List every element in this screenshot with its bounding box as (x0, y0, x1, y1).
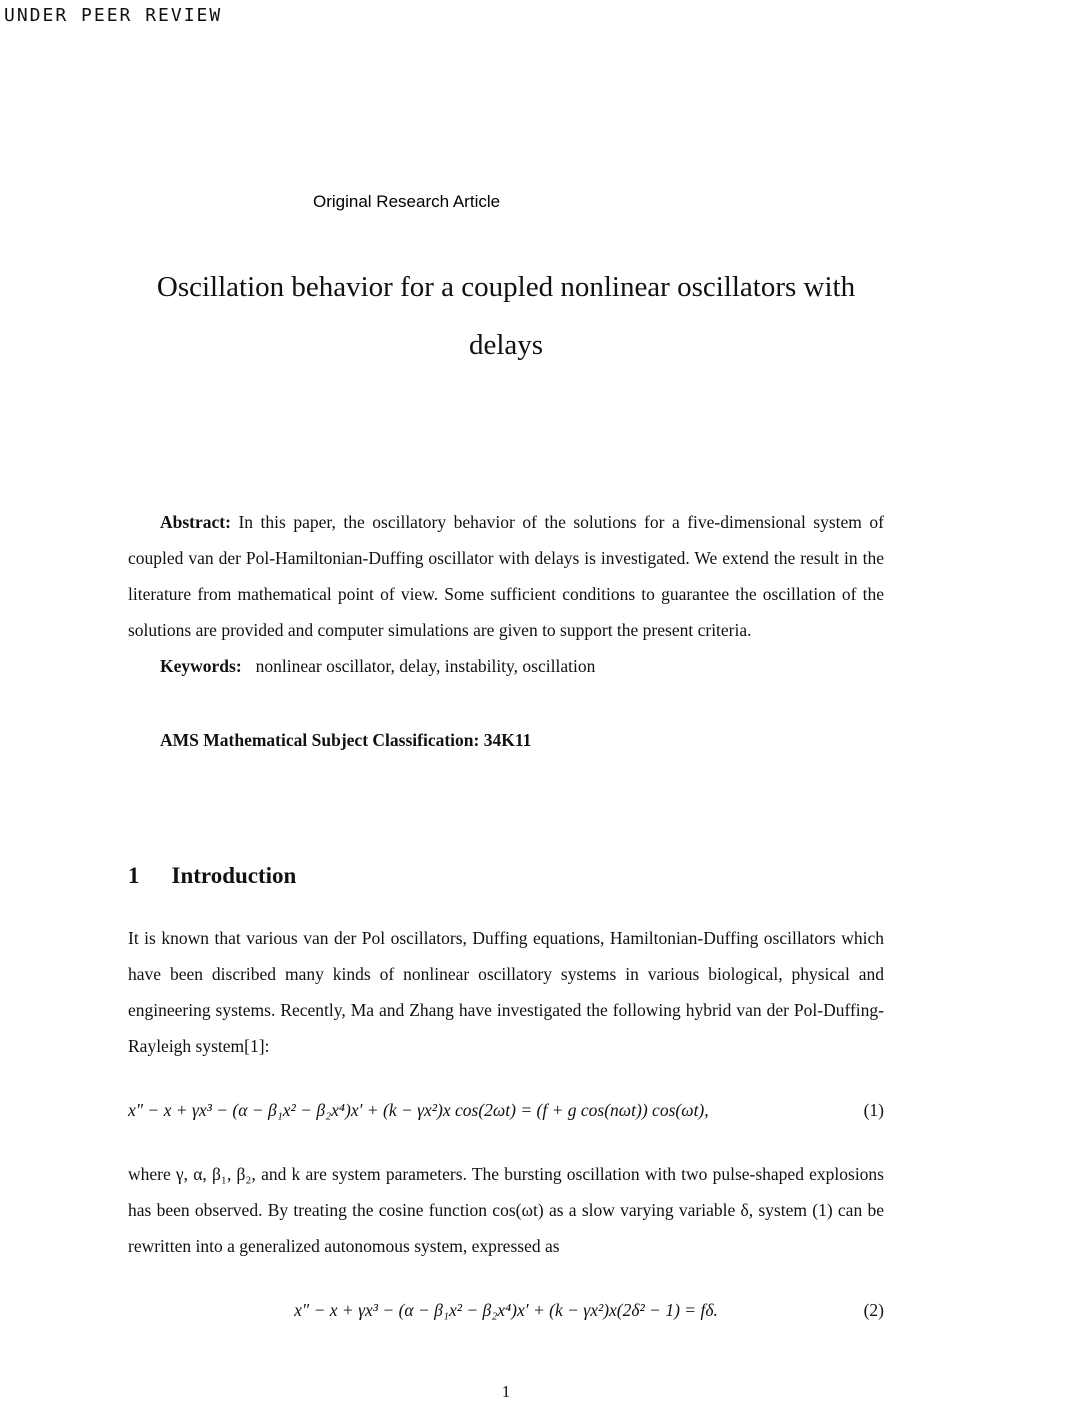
equation-1 (128, 1090, 884, 1130)
paper-content (128, 0, 884, 1330)
ams-classification: AMS Mathematical Subject Classification: 34K11 (160, 730, 532, 750)
equation-1-number: (1) (863, 1100, 884, 1120)
abstract-paragraph (128, 504, 884, 648)
keywords-label: Keywords: (160, 656, 242, 676)
abstract-text: In this paper, the oscillatory behavior of the solutions for a five-dimensional system of coupled van der Pol-Hamiltonian-Duffing oscillator with delays is investigated. We extend the result in the literature from mathematical point of view. Some sufficient conditions to guarantee the oscillation of the solutions are provided and computer simulations are given to support the present criteria. (128, 512, 885, 640)
equation-2-body: x″ − x + γx³ − (α − β₁x² − β₂x⁴)x′ + (k − γx²)x(2δ² − 1) = fδ. (294, 1300, 718, 1320)
intro-paragraph-2: where γ, α, β₁, β₂, and k are system parameters. The bursting oscillation with two pulse-shaped explosions has been observed. By treating the cosine function cos(ωt) as a slow varying variable δ, system (1) can be rewritten into a generalized autonomous system, expressed as (128, 1164, 884, 1256)
abstract-label: Abstract: (160, 512, 231, 532)
keywords-text: nonlinear oscillator, delay, instability, oscillation (255, 656, 596, 676)
article-type-label: Original Research Article (313, 192, 501, 211)
equation-1-body: x″ − x + γx³ − (α − β₁x² − β₂x⁴)x′ + (k − γx²)x cos(2ωt) = (f + g cos(nωt)) cos(ωt), (128, 1100, 709, 1120)
section-title: Introduction (171, 863, 297, 888)
page-number: 1 (501, 1382, 511, 1401)
paper-title: Oscillation behavior for a coupled nonlinear oscillators with delays (156, 271, 856, 361)
equation-2 (128, 1290, 884, 1330)
intro-paragraph-1: It is known that various van der Pol oscillators, Duffing equations, Hamiltonian-Duffing oscillators which have been discribed many kinds of nonlinear oscillatory systems in various biological, physical and engineering systems. Recently, Ma and Zhang have investigated the following hybrid van der Pol-Duffing-Rayleigh system[1]: (128, 928, 884, 1056)
section-heading-introduction (128, 862, 884, 890)
peer-review-banner: UNDER PEER REVIEW (4, 5, 223, 26)
equation-2-number: (2) (863, 1300, 884, 1320)
keywords-line (128, 648, 884, 684)
section-number: 1 (128, 863, 140, 888)
